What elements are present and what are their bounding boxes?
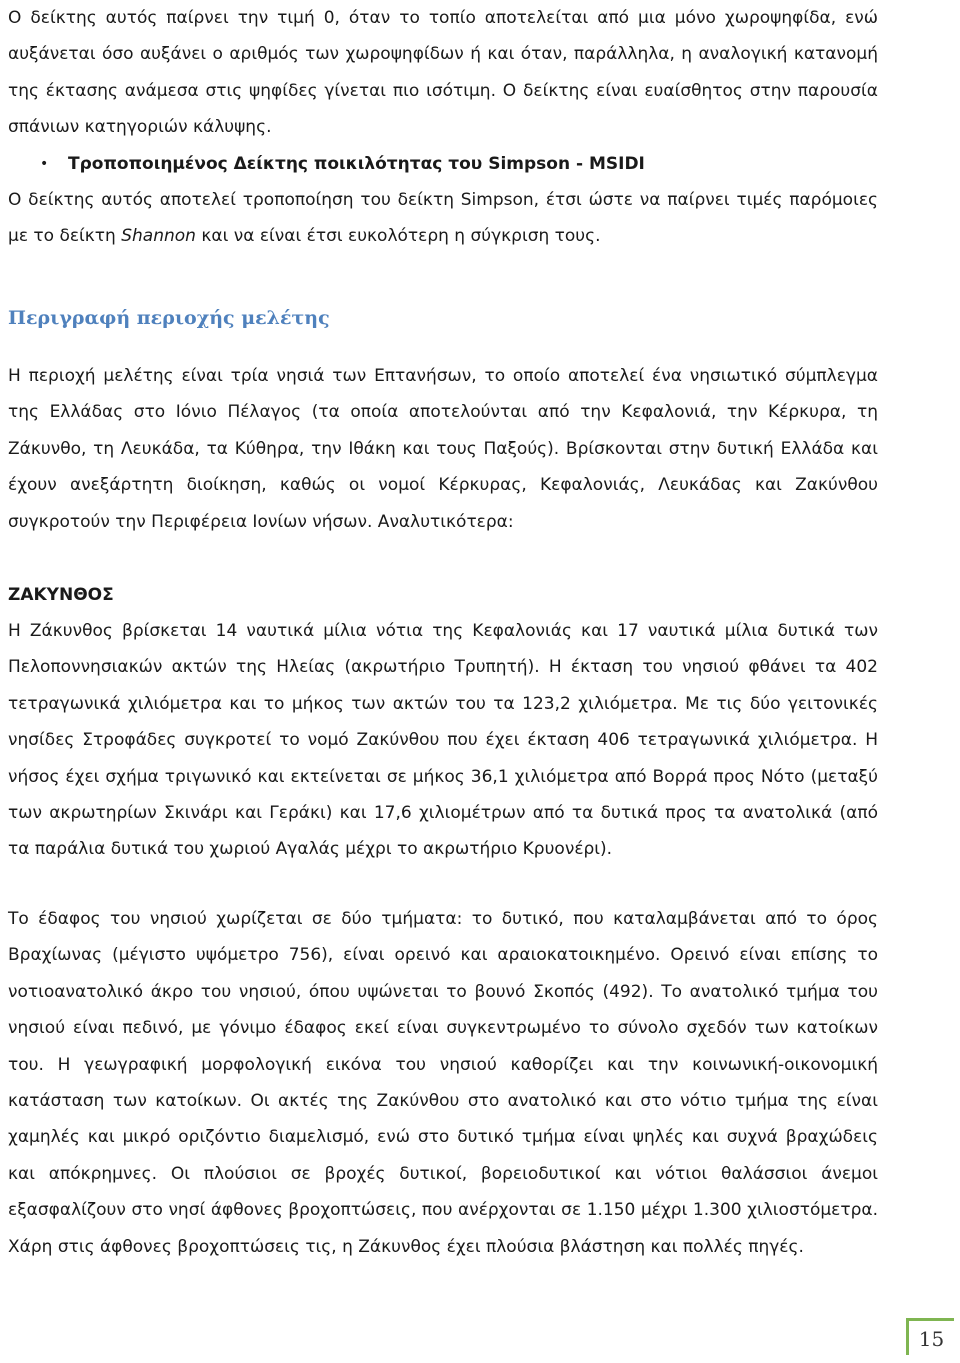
msidi-text-italic: Shannon: [121, 226, 196, 247]
msidi-text-end: και να είναι έτσι ευκολότερη η σύγκριση τους.: [195, 226, 601, 247]
zakynthos-location-block: [8, 613, 878, 868]
study-area-paragraph: Η περιοχή μελέτης είναι τρία νησιά των Επτανήσων, το οποίο αποτελεί ένα νησιωτικό σύμπλεγμα της Ελλάδας στο Ιόνιο Πέλαγος (τα οποία αποτελούνται από την Κεφαλονιά, την Κέρκυρα, τη Ζάκυνθο, τη Λευκάδα, τα Κύθηρα, την Ιθάκη και τους Παξούς). Βρίσκονται στην δυτική Ελλάδα και έχουν ανεξάρτητη διοίκηση, καθώς οι νομοί Κέρκυρας, Κεφαλονιάς, Λευκάδας και Ζακύνθου συγκροτούν την Περιφέρεια Ιονίων νήσων. Αναλυτικότερα:: [8, 366, 878, 532]
zakynthos-terrain-paragraph: Το έδαφος του νησιού χωρίζεται σε δύο τμήματα: το δυτικό, που καταλαμβάνεται από το όρος Βραχίωνας (μέγιστο υψόμετρο 756), είναι ορεινό και αραιοκατοικημένο. Ορεινό είναι επίσης το νοτιοανατολικό άκρο του νησιού, όπου υψώνεται το βουνό Σκοπός (492). Το ανατολικό τμήμα του νησιού είναι πεδινό, με γόνιμο έδαφος εκεί είναι συγκεντρωμένο το σύνολο σχεδόν των κατοίκων του. Η γεωγραφική μορφολογική εικόνα του νησιού καθορίζει και την κοινωνική-οικονομική κατάσταση των κατοίκων. Οι ακτές της Ζακύνθου στο ανατολικό και στο νότιο τμήμα της είναι χαμηλές και μικρό οριζόντιο διαμελισμό, ενώ στο δυτικό τμήμα είναι ψηλές και συχνά βραχώδεις και απόκρημνες. Οι πλούσιοι σε βροχές δυτικοί, βορειοδυτικοί και νότιοι θαλάσσιοι άνεμοι εξασφαλίζουν στο νησί άφθονες βροχοπτώσεις, που ανέρχονται σε 1.150 μέχρι 1.300 χιλιοστόμετρα. Χάρη στις άφθονες βροχοπτώσεις τις, η Ζάκυνθος έχει πλούσια βλάστηση και πολλές πηγές.: [8, 909, 878, 1257]
msidi-text-start: Ο δείκτης αυτός αποτελεί τροποποίηση του δείκτη Simpson, έτσι ώστε να παίρνει τιμές παρόμοιες με το δείκτη: [8, 190, 878, 247]
intro-block: [8, 0, 878, 255]
section-heading: Περιγραφή περιοχής μελέτης: [8, 307, 330, 329]
bullet-item: [8, 146, 878, 182]
page-number: 15: [906, 1318, 954, 1355]
study-area-block: [8, 358, 878, 540]
msidi-paragraph: [8, 182, 878, 255]
bullet-icon: •: [40, 155, 49, 172]
intro-paragraph: Ο δείκτης αυτός παίρνει την τιμή 0, όταν το τοπίο αποτελείται από μια μόνο χωροψηφίδα, ενώ αυξάνεται όσο αυξάνει ο αριθμός των χωροψηφίδων ή και όταν, παράλληλα, η αναλογική κατανομή της έκτασης ανάμεσα στις ψηφίδες γίνεται πιο ισότιμη. Ο δείκτης είναι ευαίσθητος στην παρουσία σπάνιων κατηγοριών κάλυψης.: [8, 8, 878, 138]
zakynthos-location-paragraph: Η Ζάκυνθος βρίσκεται 14 ναυτικά μίλια νότια της Κεφαλονιάς και 17 ναυτικά μίλια δυτικά των Πελοποννησιακών ακτών της Ηλείας (ακρωτήριο Τρυπητή). Η έκταση του νησιού φθάνει τα 402 τετραγωνικά χιλιόμετρα και το μήκος των ακτών του τα 123,2 χιλιόμετρα. Με τις δύο γειτονικές νησίδες Στροφάδες συγκροτεί το νομό Ζακύνθου που έχει έκταση 406 τετραγωνικά χιλιόμετρα. Η νήσος έχει σχήμα τριγωνικό και εκτείνεται σε μήκος 36,1 χιλιόμετρα από Βορρά προς Νότο (μεταξύ των ακρωτηρίων Σκινάρι και Γεράκι) και 17,6 χιλιομέτρων από τα δυτικά προς τα ανατολικά (από τα παράλια δυτικά του χωριού Αγαλάς μέχρι το ακρωτήριο Κρυονέρι).: [8, 621, 878, 860]
bullet-title: Τροποποιημένος Δείκτης ποικιλότητας του Simpson - MSIDI: [68, 153, 645, 174]
zakynthos-heading: ΖΑΚΥΝΘΟΣ: [8, 585, 114, 605]
zakynthos-terrain-block: [8, 901, 878, 1265]
